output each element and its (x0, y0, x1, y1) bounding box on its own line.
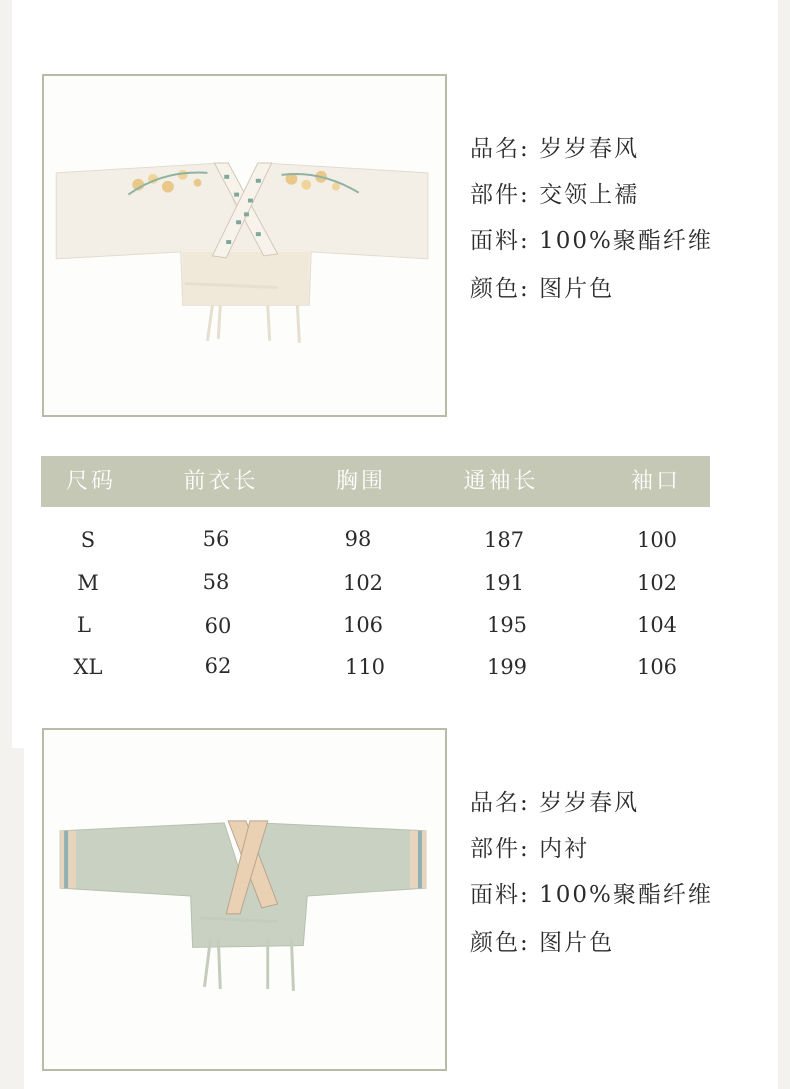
cell-sleeve-length: 191 (483, 571, 525, 595)
cell-cuff: 106 (636, 655, 678, 679)
part-value: 内衬 (539, 836, 590, 862)
cell-size: M (77, 571, 99, 595)
header-bust: 胸围 (335, 469, 386, 494)
product-photo-lining-garment (42, 728, 447, 1071)
info-name-row (470, 130, 639, 163)
cell-sleeve-length: 199 (486, 655, 528, 679)
name-label: 品名: (470, 136, 530, 162)
color-label: 颜色: (470, 276, 530, 302)
cell-size: L (77, 613, 91, 637)
name-label: 品名: (470, 790, 530, 816)
part-label: 部件: (470, 836, 530, 862)
info-color-row (470, 924, 614, 957)
info-fabric-row (470, 876, 713, 909)
header-front-length: 前衣长 (183, 469, 259, 494)
cell-cuff: 104 (636, 613, 678, 637)
fabric-label: 面料: (470, 228, 530, 254)
fabric-value: 100%聚酯纤维 (539, 882, 713, 908)
cell-cuff: 102 (636, 571, 678, 595)
fabric-value: 100%聚酯纤维 (539, 228, 713, 254)
lining-garment-illustration (44, 730, 445, 1069)
cell-front-length: 60 (204, 614, 232, 638)
outer-garment-illustration (44, 76, 445, 415)
color-label: 颜色: (470, 930, 530, 956)
cell-bust: 102 (342, 571, 384, 595)
part-label: 部件: (470, 182, 530, 208)
color-value: 图片色 (539, 930, 615, 956)
cell-front-length: 62 (204, 654, 232, 678)
cell-bust: 98 (344, 527, 372, 551)
cell-size: XL (73, 655, 103, 679)
cell-front-length: 58 (202, 570, 230, 594)
cell-bust: 110 (344, 655, 386, 679)
info-fabric-row (470, 222, 713, 255)
fabric-label: 面料: (470, 882, 530, 908)
cell-bust: 106 (342, 613, 384, 637)
header-size: 尺码 (65, 469, 116, 494)
info-part-row (470, 176, 639, 209)
name-value: 岁岁春风 (539, 790, 640, 816)
part-value: 交领上襦 (539, 182, 640, 208)
cell-cuff: 100 (636, 528, 678, 552)
color-value: 图片色 (539, 276, 615, 302)
product-photo-outer-garment (42, 74, 447, 417)
size-table-header (41, 456, 710, 507)
name-value: 岁岁春风 (539, 136, 640, 162)
cell-size: S (80, 528, 96, 552)
header-cuff: 袖口 (630, 469, 681, 494)
info-color-row (470, 270, 614, 303)
cell-sleeve-length: 195 (486, 613, 528, 637)
info-part-row (470, 830, 589, 863)
cell-sleeve-length: 187 (483, 528, 525, 552)
cell-front-length: 56 (202, 527, 230, 551)
header-sleeve-length: 通袖长 (463, 469, 539, 494)
info-name-row (470, 784, 639, 817)
